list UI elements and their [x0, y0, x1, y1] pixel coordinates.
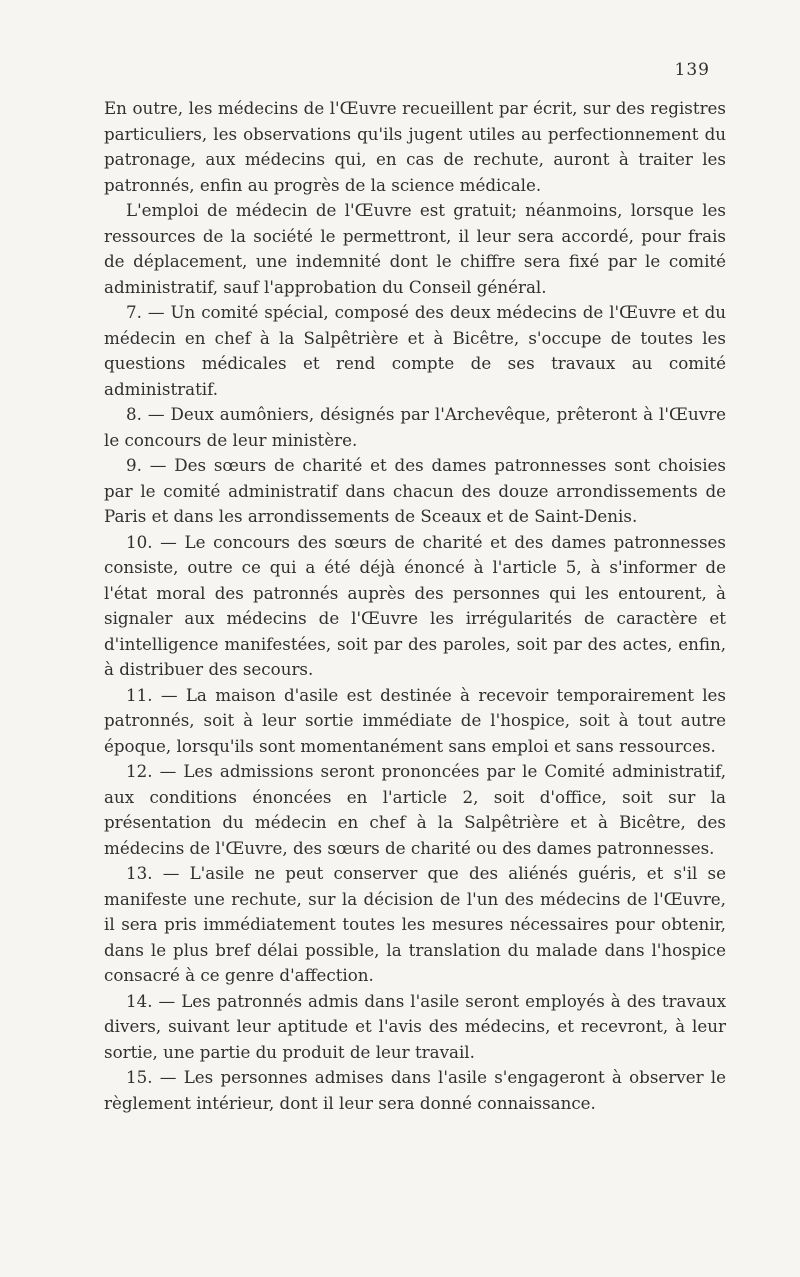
- paragraph-article-9: 9. — Des sœurs de charité et des dames patronnesses sont choisies par le comité administratif dans chacun des douze arrondissements de Paris et dans les arrondissements de Sceaux et de Saint-Denis.: [104, 455, 726, 526]
- paragraph-article-8: 8. — Deux aumôniers, désignés par l'Archevêque, prêteront à l'Œuvre le concours de leur ministère.: [104, 404, 726, 450]
- paragraph-article-13: 13. — L'asile ne peut conserver que des aliénés guéris, et s'il se manifeste une rechute, sur la décision de l'un des médecins de l'Œuvre, il sera pris immédiatement toutes les mesures nécessaires pour obtenir, dans le plus bref délai possible, la translation du malade dans l'hospice consacré à ce genre d'affection.: [104, 863, 726, 985]
- paragraph-article-14: 14. — Les patronnés admis dans l'asile seront employés à des travaux divers, suivant leur aptitude et l'avis des médecins, et recevront, à leur sortie, une partie du produit de leur travail.: [104, 990, 726, 1062]
- paragraph-article-7: 7. — Un comité spécial, composé des deux médecins de l'Œuvre et du médecin en chef à la Salpêtrière et à Bicêtre, s'occupe de toutes les questions médicales et rend compte de ses travaux au comité administratif.: [104, 302, 726, 399]
- paragraph-intro-outre: En outre, les médecins de l'Œuvre recueillent par écrit, sur des registres particuliers, les observations qu'ils jugent utiles au perfectionnement du patronage, aux médecins qui, en cas de rechute, auront à traiter les patronnés, enfin au progrès de la science médicale.: [104, 98, 726, 195]
- page-number: 139: [674, 60, 710, 80]
- body-text: [104, 96, 726, 1116]
- paragraph-article-11: 11. — La maison d'asile est destinée à recevoir temporairement les patronnés, soit à leur sortie immédiate de l'hospice, soit à tout autre époque, lorsqu'ils sont momentanément sans emploi et sans ressources.: [104, 684, 726, 756]
- paragraph-article-10: 10. — Le concours des sœurs de charité et des dames patronnesses consiste, outre ce qui a été déjà énoncé à l'article 5, à s'informer de l'état moral des patronnés auprès des personnes qui les entourent, à signaler aux médecins de l'Œuvre les irrégularités de caractère et d'intelligence manifestées, soit par des paroles, soit par des actes, enfin, à distribuer des secours.: [104, 531, 726, 679]
- paragraph-emploi-medecin: L'emploi de médecin de l'Œuvre est gratuit; néanmoins, lorsque les ressources de la société le permettront, il leur sera accordé, pour frais de déplacement, une indemnité dont le chiffre sera fixé par le comité administratif, sauf l'approbation du Conseil général.: [104, 200, 726, 297]
- paragraph-article-15: 15. — Les personnes admises dans l'asile s'engageront à observer le règlement intérieur, dont il leur sera donné connaissance.: [104, 1067, 726, 1113]
- paragraph-article-12: 12. — Les admissions seront prononcées par le Comité administratif, aux conditions énoncées en l'article 2, soit d'office, soit sur la présentation du médecin en chef à la Salpêtrière et à Bicêtre, des médecins de l'Œuvre, des sœurs de charité ou des dames patronnesses.: [104, 761, 726, 858]
